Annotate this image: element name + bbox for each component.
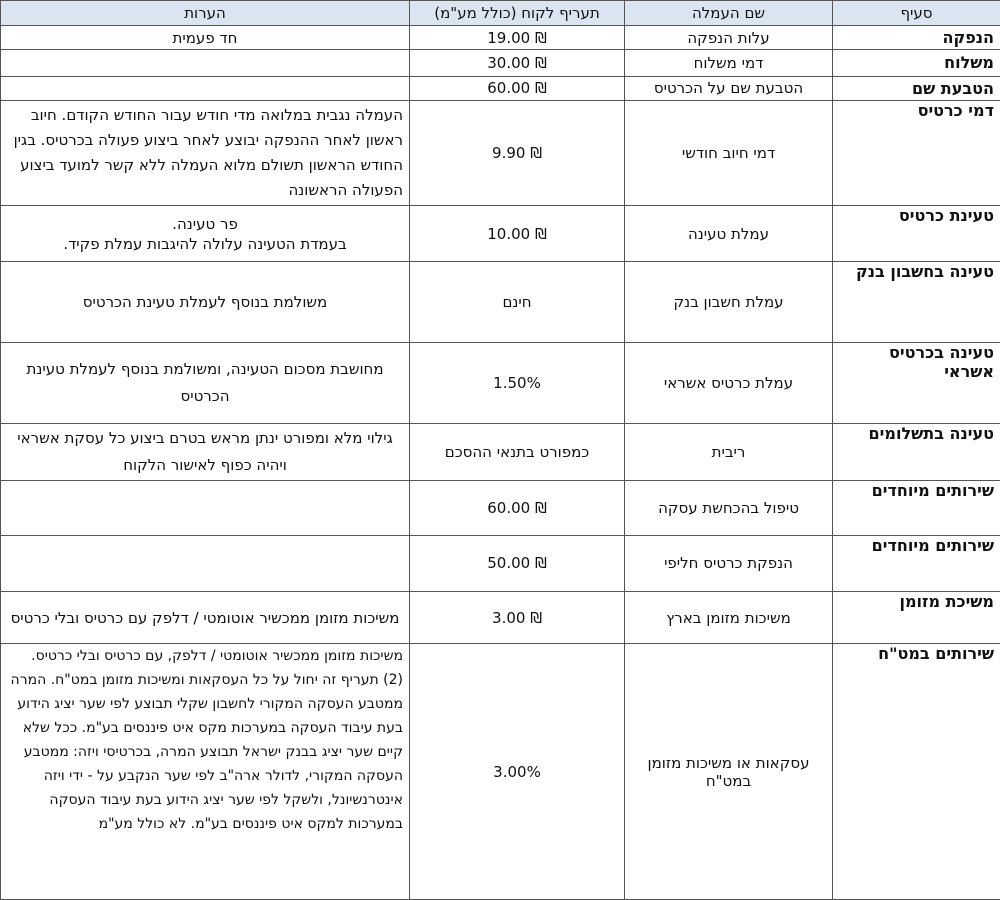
table-row (1, 50, 1000, 76)
notes-line: בעמדת הטעינה עלולה להיגבות עמלת פקיד. (63, 234, 347, 253)
row-section: טעינת כרטיס (833, 205, 1000, 262)
row-section: טעינה בחשבון בנק (833, 262, 1000, 343)
table-row (1, 591, 1000, 644)
table-row (1, 26, 1000, 50)
row-price: ₪ 9.90 (410, 100, 625, 205)
table-row (1, 480, 1000, 536)
row-fee-name: דמי משלוח (625, 50, 833, 76)
row-fee-name: טיפול בהכחשת עסקה (625, 480, 833, 536)
table-row (1, 76, 1000, 100)
header-price: תעריף לקוח (כולל מע"מ) (410, 1, 625, 26)
table-row (1, 100, 1000, 205)
row-fee-name: הטבעת שם על הכרטיס (625, 76, 833, 100)
table-row (1, 536, 1000, 592)
row-price: ₪ 60.00 (410, 76, 625, 100)
header-fee-name: שם העמלה (625, 1, 833, 26)
row-notes: מחושבת מסכום הטעינה, ומשולמת בנוסף לעמלת טעינת הכרטיס (1, 343, 410, 424)
row-fee-name: עסקאות או משיכות מזומן במט"ח (625, 644, 833, 900)
row-price: ₪ 50.00 (410, 536, 625, 592)
row-section: הטבעת שם (833, 76, 1000, 100)
row-fee-name: עמלת טעינה (625, 205, 833, 262)
row-fee-name: עמלת חשבון בנק (625, 262, 833, 343)
row-fee-name: דמי חיוב חודשי (625, 100, 833, 205)
row-price: 3.00% (410, 644, 625, 900)
header-notes: הערות (1, 1, 410, 26)
row-fee-name: עמלת כרטיס אשראי (625, 343, 833, 424)
table-row (1, 262, 1000, 343)
row-section: טעינה בתשלומים (833, 424, 1000, 481)
row-notes: חד פעמית (1, 26, 410, 50)
row-section: טעינה בכרטיס אשראי (833, 343, 1000, 424)
row-fee-name: עלות הנפקה (625, 26, 833, 50)
row-price: 1.50% (410, 343, 625, 424)
row-section: משלוח (833, 50, 1000, 76)
row-section: משיכת מזומן (833, 591, 1000, 644)
row-notes: משיכות מזומן ממכשיר אוטומטי / דלפק, עם כרטיס ובלי כרטיס. (2) תעריף זה יחול על כל העסקאות ומשיכות מזומן במט"ח. המרה ממטבע העסקה המקורי לחשבון שקלי תבוצע לפי שער יציג הידוע בעת עיבוד העסקה במערכות מקס איט פיננסים בע"מ. ככל שלא קיים שער יציג בבנק ישראל תבוצע המרה, בכרטיסי ויזה: ממטבע העסקה המקורי, לדולר ארה"ב לפי שער הנקבע על - ידי ויזה אינטרנשיונל, ולשקל לפי שער יציג הידוע בעת עיבוד העסקה במערכות למקס איט פיננסים בע"מ. לא כולל מע"מ (1, 644, 410, 900)
row-price: ₪ 60.00 (410, 480, 625, 536)
row-section: דמי כרטיס (833, 100, 1000, 205)
row-notes (1, 205, 410, 262)
row-notes (1, 76, 410, 100)
table-header-row (1, 1, 1000, 26)
row-notes: משיכות מזומן ממכשיר אוטומטי / דלפק עם כרטיס ובלי כרטיס (1, 591, 410, 644)
row-notes (1, 480, 410, 536)
header-section: סעיף (833, 1, 1000, 26)
row-section: הנפקה (833, 26, 1000, 50)
row-notes (1, 50, 410, 76)
row-notes: העמלה נגבית במלואה מדי חודש עבור החודש הקודם. חיוב ראשון לאחר ההנפקה יבוצע לאחר ביצוע פעולה בכרטיס. בגין החודש הראשון תשולם מלוא העמלה ללא קשר למועד ביצוע הפעולה הראשונה (1, 100, 410, 205)
row-fee-name: ריבית (625, 424, 833, 481)
row-price: ₪ 3.00 (410, 591, 625, 644)
row-section: שירותים במט"ח (833, 644, 1000, 900)
row-price: חינם (410, 262, 625, 343)
row-price: ₪ 30.00 (410, 50, 625, 76)
row-section: שירותים מיוחדים (833, 480, 1000, 536)
table-row (1, 343, 1000, 424)
table-row (1, 644, 1000, 900)
row-notes: גילוי מלא ומפורט ינתן מראש בטרם ביצוע כל עסקת אשראי ויהיה כפוף לאישור הלקוח (1, 424, 410, 481)
notes-line: פר טעינה. (172, 214, 238, 233)
table-row (1, 205, 1000, 262)
row-notes (1, 536, 410, 592)
row-notes: משולמת בנוסף לעמלת טעינת הכרטיס (1, 262, 410, 343)
table-row (1, 424, 1000, 481)
row-price: כמפורט בתנאי ההסכם (410, 424, 625, 481)
row-fee-name: משיכות מזומן בארץ (625, 591, 833, 644)
row-section: שירותים מיוחדים (833, 536, 1000, 592)
row-fee-name: הנפקת כרטיס חליפי (625, 536, 833, 592)
row-price: ₪ 19.00 (410, 26, 625, 50)
row-price: ₪ 10.00 (410, 205, 625, 262)
